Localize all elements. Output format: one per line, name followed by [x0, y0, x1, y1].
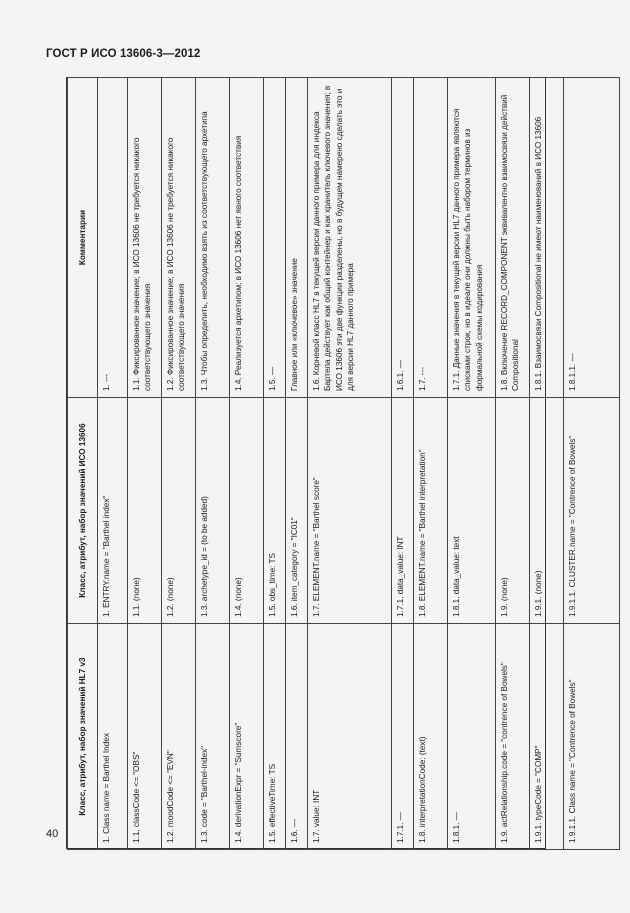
cell-hl7: 1.3. code = "Barthel-index": [196, 624, 230, 850]
mapping-table: [67, 77, 620, 850]
cell-iso13606: 1.7. ELEMENT.name = "Barthel score": [308, 398, 392, 624]
table-header-row: [68, 78, 98, 850]
cell-iso13606: 1.7.1. data_value: INT: [392, 398, 414, 624]
cell-comment: 1.4. Реализуется архетипом; в ИСО 13606 нет явного соответствия: [230, 78, 264, 398]
table-rotator: [67, 78, 577, 850]
cell-hl7: 1.9.1. typeCode = "COMP": [530, 624, 564, 850]
cell-hl7: 1.7.1. —: [392, 624, 414, 850]
document-header: ГОСТ Р ИСО 13606-3—2012: [46, 48, 201, 60]
cell-comment: 1. ---: [98, 78, 128, 398]
cell-hl7: 1.4. derivationExpr = "Sumscore": [230, 624, 264, 850]
cell-comment: 1.8.1. Взаимосвязи Compositional не имеют наименований в ИСО 13606: [530, 78, 564, 398]
page-number: 40: [46, 828, 59, 840]
cell-iso13606: 1.3. archetype_id = (to be added): [196, 398, 230, 624]
table-row: [98, 78, 128, 850]
table-row: [496, 78, 530, 850]
table-row: [286, 78, 308, 850]
table-row: [128, 78, 162, 850]
table-row: [196, 78, 230, 850]
cell-hl7: 1.5. effectiveTime: TS: [264, 624, 286, 850]
table-row: [448, 78, 496, 850]
cell-iso13606: 1.2. (none): [162, 398, 196, 624]
table-body: [98, 78, 620, 850]
cell-comment: 1.1. Фиксированное значение; в ИСО 13606 не требуется никакого соответствующего значения: [128, 78, 162, 398]
cell-hl7: 1.2. moodCode <= "EVN": [162, 624, 196, 850]
table-row: [230, 78, 264, 850]
rotated-table-frame: [66, 77, 577, 849]
cell-comment: 1.8.1.1. —: [564, 78, 620, 398]
cell-hl7: 1.7. value: INT: [308, 624, 392, 850]
cell-iso13606: 1.9.1. (none): [530, 398, 564, 624]
cell-iso13606: 1.9. (none): [496, 398, 530, 624]
column-header-comments: Комментарии: [68, 78, 98, 398]
cell-hl7: 1.6. —: [286, 624, 308, 850]
cell-hl7: 1.8.1. —: [448, 624, 496, 850]
cell-iso13606: 1.1. (none): [128, 398, 162, 624]
cell-hl7: 1. Class name = Barthel Index: [98, 624, 128, 850]
cell-comment: 1.7.1. Данные значения в текущей версии HL7 данного примера являются списками строк, но в идеале они должны быть набором терминов из формальной схемы кодирования: [448, 78, 496, 398]
table-row: [308, 78, 392, 850]
table-row: [530, 78, 564, 850]
table-row: [392, 78, 414, 850]
cell-hl7: 1.8. interpretationCode: (text): [414, 624, 448, 850]
cell-iso13606: 1.5. obs_time: TS: [264, 398, 286, 624]
cell-comment: 1.7. ---: [414, 78, 448, 398]
cell-iso13606: 1.6. item_category = "IC01": [286, 398, 308, 624]
cell-iso13606: 1.8.1. data_value: text: [448, 398, 496, 624]
cell-comment: 1.8. Включение RECORD_COMPONENT эквивалентно взаимосвязи действий Compositional: [496, 78, 530, 398]
table-row: [264, 78, 286, 850]
cell-comment: 1.3. Чтобы определить, необходимо взять из соответствующего архетипа: [196, 78, 230, 398]
cell-iso13606: 1. ENTRY.name = "Barthel index": [98, 398, 128, 624]
cell-iso13606: 1.4. (none): [230, 398, 264, 624]
cell-comment: 1.5. —: [264, 78, 286, 398]
table-row: [564, 78, 620, 850]
cell-comment: 1.6. Корневой класс HL7 в текущей версии данного примера для индекса Бартела действует как общий контейнер и как хранитель ключевого значения; в ИСО 13606 эти две функции разделены, но в будущем намерено сделать это и для версии HL7 данного примера: [308, 78, 392, 398]
column-header-hl7: Класс, атрибут, набор значений HL7 v3: [68, 624, 98, 850]
table-row: [414, 78, 448, 850]
cell-hl7: 1.9.1.1. Class name = "Contrence of Bowels": [564, 624, 620, 850]
cell-iso13606: 1.8. ELEMENT.name = "Barthel interpretation": [414, 398, 448, 624]
cell-hl7: 1.9. actRelationship.code = "contrence of Bowels": [496, 624, 530, 850]
cell-iso13606: 1.9.1.1. CLUSTER.name = "Contrence of Bowels": [564, 398, 620, 624]
cell-comment: Главное или «ключевое» значение: [286, 78, 308, 398]
column-header-iso13606: Класс, атрибут, набор значений ИСО 13606: [68, 398, 98, 624]
cell-hl7: 1.1. classCode <= "OBS": [128, 624, 162, 850]
cell-comment: 1.2. Фиксированное значение; в ИСО 13606 не требуется никакого соответствующего значения: [162, 78, 196, 398]
table-header: [68, 78, 98, 850]
table-row: [162, 78, 196, 850]
cell-comment: 1.6.1. —: [392, 78, 414, 398]
